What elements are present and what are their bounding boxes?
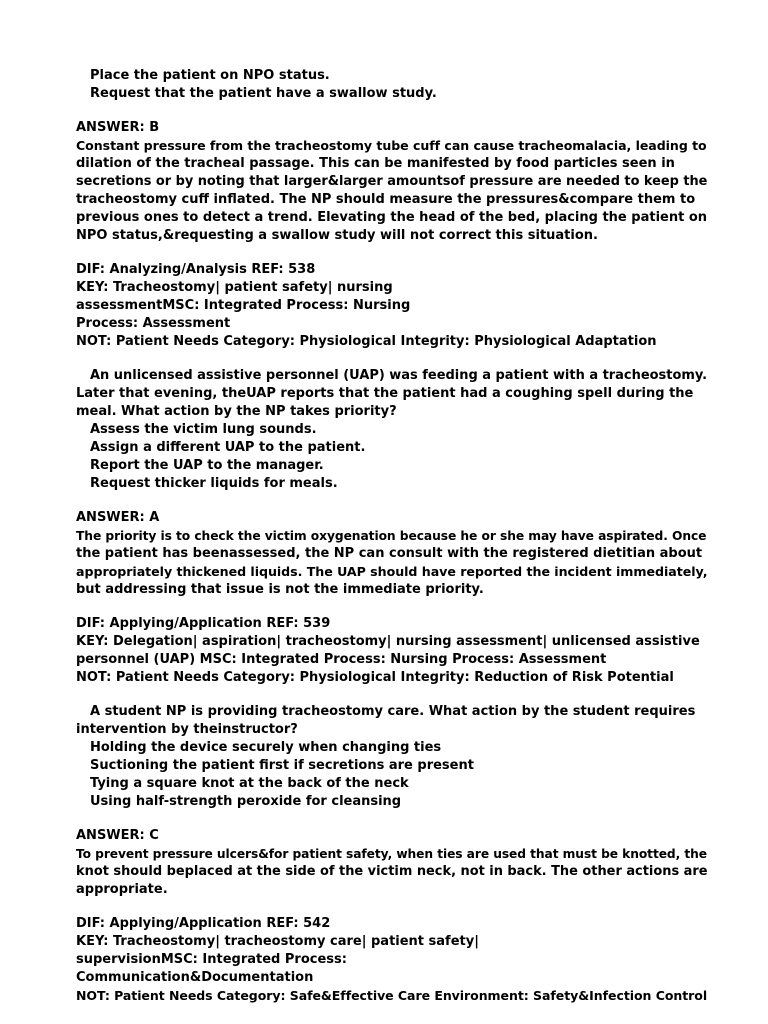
meta-line: personnel (UAP) MSC: Integrated Process: Nursing Process: Assessment bbox=[76, 652, 607, 667]
rationale-line: the patient has beenassessed, the NP can consult with the registered dietitian about bbox=[76, 546, 703, 561]
rationale-line: NPO status,&requesting a swallow study will not correct this situation. bbox=[76, 228, 598, 243]
question-block-1 bbox=[76, 67, 708, 351]
meta-line: KEY: Delegation| aspiration| tracheostomy| nursing assessment| unlicensed assistive bbox=[76, 634, 700, 649]
answer-option: Suctioning the patient first if secretions are present bbox=[90, 758, 474, 773]
rationale-line: To prevent pressure ulcers&for patient safety, when ties are used that must be knotted, the bbox=[76, 847, 707, 861]
answer-option: Assign a different UAP to the patient. bbox=[90, 440, 366, 455]
meta-line: DIF: Applying/Application REF: 539 bbox=[76, 616, 331, 631]
question-block-3 bbox=[76, 703, 708, 1005]
rationale-line: secretions or by noting that larger&larger amountsof pressure are needed to keep the bbox=[76, 174, 708, 189]
answer-key: ANSWER: B bbox=[76, 120, 160, 135]
question-stem: Later that evening, theUAP reports that the patient had a coughing spell during the bbox=[76, 386, 694, 401]
rationale-line: tracheostomy cuff inflated. The NP should measure the pressures&compare them to bbox=[76, 192, 696, 207]
meta-line: NOT: Patient Needs Category: Physiological Integrity: Reduction of Risk Potential bbox=[76, 670, 674, 685]
rationale-line: dilation of the tracheal passage. This can be manifested by food particles seen in bbox=[76, 156, 675, 171]
question-block-2 bbox=[76, 367, 708, 687]
meta-line: DIF: Analyzing/Analysis REF: 538 bbox=[76, 262, 316, 277]
answer-option: Using half-strength peroxide for cleansing bbox=[90, 794, 402, 809]
rationale-line: knot should beplaced at the side of the victim neck, not in back. The other actions are bbox=[76, 864, 708, 879]
answer-option: Request thicker liquids for meals. bbox=[90, 476, 338, 491]
rationale-line: but addressing that issue is not the immediate priority. bbox=[76, 582, 484, 597]
question-stem: intervention by theinstructor? bbox=[76, 722, 298, 737]
question-stem: An unlicensed assistive personnel (UAP) was feeding a patient with a tracheostomy. bbox=[90, 368, 708, 383]
meta-line: NOT: Patient Needs Category: Physiological Integrity: Physiological Adaptation bbox=[76, 334, 657, 349]
answer-option: Holding the device securely when changing ties bbox=[90, 740, 442, 755]
meta-line: DIF: Applying/Application REF: 542 bbox=[76, 916, 331, 931]
rationale-line: appropriately thickened liquids. The UAP should have reported the incident immediately, bbox=[76, 564, 708, 579]
meta-line: NOT: Patient Needs Category: Safe&Effective Care Environment: Safety&Infection Control bbox=[76, 988, 708, 1003]
question-stem: A student NP is providing tracheostomy care. What action by the student requires bbox=[90, 704, 696, 719]
answer-key: ANSWER: A bbox=[76, 510, 160, 525]
question-stem: meal. What action by the NP takes priority? bbox=[76, 404, 397, 419]
answer-key: ANSWER: C bbox=[76, 828, 159, 843]
meta-line: KEY: Tracheostomy| patient safety| nursing bbox=[76, 280, 393, 295]
meta-line: supervisionMSC: Integrated Process: bbox=[76, 952, 347, 967]
answer-option: Tying a square knot at the back of the neck bbox=[90, 776, 409, 791]
answer-option: Assess the victim lung sounds. bbox=[90, 422, 317, 437]
answer-option: Place the patient on NPO status. bbox=[90, 68, 330, 83]
answer-option: Request that the patient have a swallow study. bbox=[90, 86, 437, 101]
meta-line: KEY: Tracheostomy| tracheostomy care| patient safety| bbox=[76, 934, 479, 949]
rationale-line: appropriate. bbox=[76, 882, 168, 897]
rationale-line: previous ones to detect a trend. Elevating the head of the bed, placing the patient on bbox=[76, 210, 708, 225]
meta-line: Communication&Documentation bbox=[76, 970, 314, 985]
document-page bbox=[76, 67, 708, 1005]
answer-option: Report the UAP to the manager. bbox=[90, 458, 324, 473]
rationale-line: The priority is to check the victim oxygenation because he or she may have aspirated. Once bbox=[76, 529, 707, 543]
rationale-line: Constant pressure from the tracheostomy tube cuff can cause tracheomalacia, leading to bbox=[76, 138, 707, 153]
meta-line: Process: Assessment bbox=[76, 316, 231, 331]
meta-line: assessmentMSC: Integrated Process: Nursing bbox=[76, 298, 411, 313]
